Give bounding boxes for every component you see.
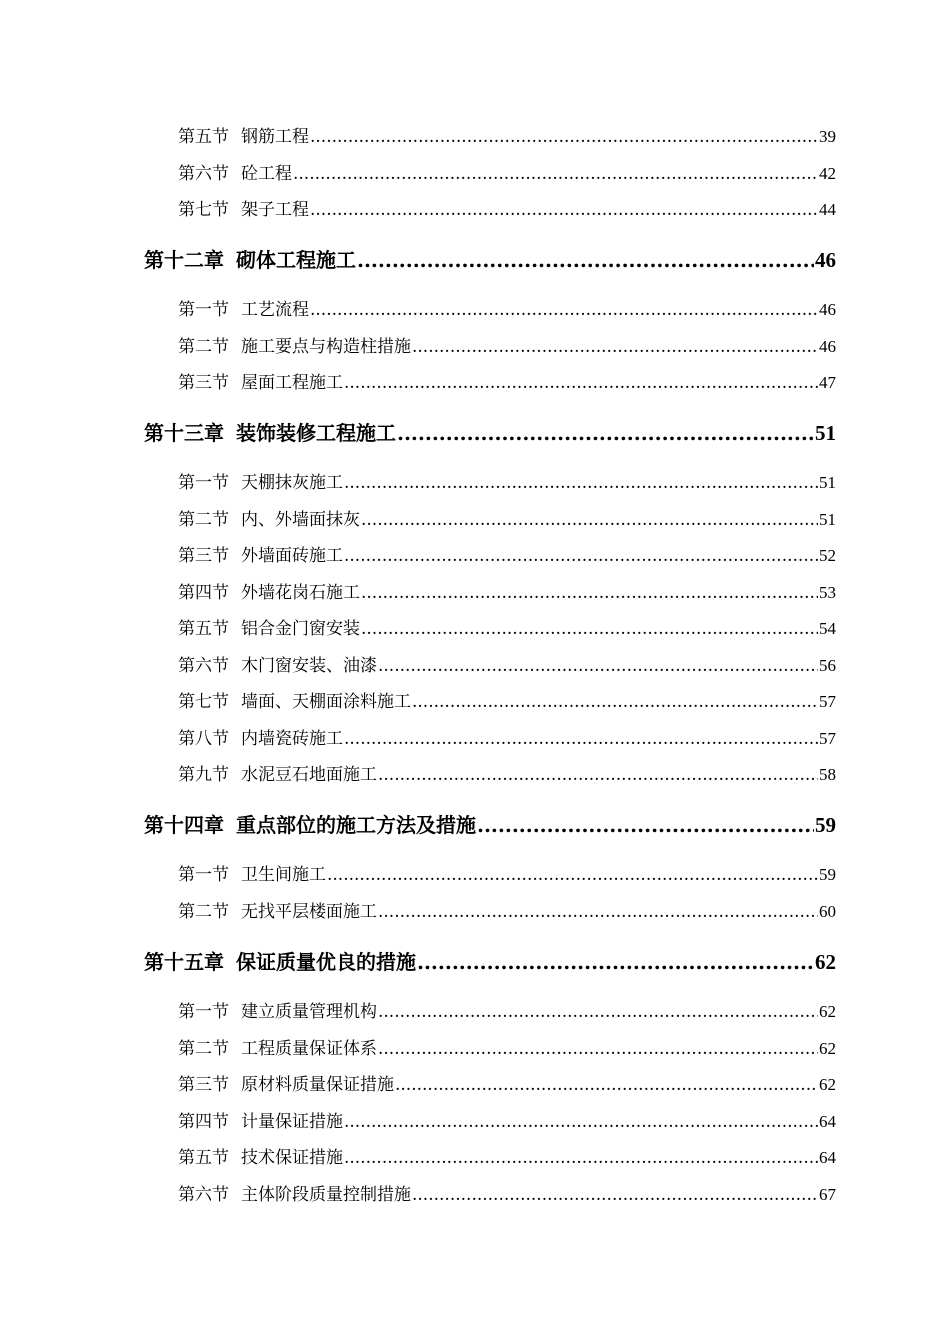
toc-page-number: 64 (819, 1148, 836, 1167)
toc-dot-leader (412, 336, 818, 358)
toc-dot-leader (395, 1074, 818, 1096)
toc-section-title: 卫生间施工 (241, 865, 326, 885)
toc-dot-leader (378, 655, 818, 677)
toc-chapter-title: 砌体工程施工 (236, 248, 356, 272)
toc-dot-leader (378, 1038, 818, 1060)
toc-page-number: 51 (819, 510, 836, 529)
toc-section-label: 第九节 (178, 765, 229, 785)
toc-chapter-entry[interactable] (144, 420, 836, 446)
toc-section-entry[interactable] (178, 582, 836, 604)
toc-section-label: 第二节 (178, 902, 229, 922)
toc-dot-leader (378, 901, 818, 923)
toc-dot-leader (293, 163, 818, 185)
toc-section-entry[interactable] (178, 545, 836, 567)
toc-page-number: 46 (815, 248, 836, 272)
toc-section-label: 第一节 (178, 865, 229, 885)
toc-section-label: 第四节 (178, 1112, 229, 1132)
toc-dot-leader (417, 949, 814, 975)
toc-page-number: 59 (815, 813, 836, 837)
toc-section-entry[interactable] (178, 1111, 836, 1133)
toc-section-title: 技术保证措施 (241, 1148, 343, 1168)
toc-dot-leader (412, 1184, 818, 1206)
toc-section-label: 第六节 (178, 1185, 229, 1205)
toc-section-title: 建立质量管理机构 (241, 1002, 377, 1022)
toc-section-label: 第七节 (178, 200, 229, 220)
toc-section-label: 第一节 (178, 300, 229, 320)
toc-section-entry[interactable] (178, 472, 836, 494)
toc-section-entry[interactable] (178, 336, 836, 358)
toc-chapter-title: 保证质量优良的措施 (236, 950, 416, 974)
toc-section-title: 木门窗安装、油漆 (241, 656, 377, 676)
toc-page-number: 64 (819, 1112, 836, 1131)
toc-section-title: 铝合金门窗安装 (241, 619, 360, 639)
toc-section-label: 第一节 (178, 473, 229, 493)
toc-section-entry[interactable] (178, 691, 836, 713)
toc-page-number: 62 (819, 1039, 836, 1058)
toc-page-number: 51 (815, 421, 836, 445)
toc-section-title: 天棚抹灰施工 (241, 473, 343, 493)
toc-section-entry[interactable] (178, 163, 836, 185)
toc-dot-leader (397, 420, 814, 446)
toc-dot-leader (361, 582, 818, 604)
toc-section-entry[interactable] (178, 199, 836, 221)
toc-section-label: 第二节 (178, 337, 229, 357)
toc-page-number: 46 (819, 337, 836, 356)
toc-dot-leader (378, 1001, 818, 1023)
toc-dot-leader (344, 472, 818, 494)
toc-section-label: 第三节 (178, 1075, 229, 1095)
toc-section-label: 第五节 (178, 1148, 229, 1168)
toc-section-title: 架子工程 (241, 200, 309, 220)
toc-section-title: 外墙花岗石施工 (241, 583, 360, 603)
toc-section-label: 第二节 (178, 510, 229, 530)
toc-section-entry[interactable] (178, 1147, 836, 1169)
toc-chapter-label: 第十五章 (144, 950, 224, 974)
toc-dot-leader (361, 509, 818, 531)
toc-section-title: 外墙面砖施工 (241, 546, 343, 566)
toc-section-label: 第六节 (178, 656, 229, 676)
toc-page-number: 57 (819, 729, 836, 748)
toc-section-entry[interactable] (178, 299, 836, 321)
toc-section-title: 墙面、天棚面涂料施工 (241, 692, 411, 712)
toc-section-title: 内墙瓷砖施工 (241, 729, 343, 749)
toc-section-title: 工艺流程 (241, 300, 309, 320)
toc-dot-leader (344, 1147, 818, 1169)
toc-section-entry[interactable] (178, 509, 836, 531)
toc-chapter-title: 装饰装修工程施工 (236, 421, 396, 445)
toc-section-title: 工程质量保证体系 (241, 1039, 377, 1059)
toc-section-title: 砼工程 (241, 164, 292, 184)
toc-dot-leader (327, 864, 818, 886)
toc-section-label: 第一节 (178, 1002, 229, 1022)
toc-section-title: 内、外墙面抹灰 (241, 510, 360, 530)
toc-section-entry[interactable] (178, 1074, 836, 1096)
toc-section-title: 计量保证措施 (241, 1112, 343, 1132)
toc-section-label: 第七节 (178, 692, 229, 712)
toc-dot-leader (412, 691, 818, 713)
toc-chapter-entry[interactable] (144, 812, 836, 838)
toc-page-number: 67 (819, 1185, 836, 1204)
toc-section-entry[interactable] (178, 372, 836, 394)
toc-chapter-label: 第十四章 (144, 813, 224, 837)
toc-page-number: 44 (819, 200, 836, 219)
toc-section-label: 第八节 (178, 729, 229, 749)
toc-dot-leader (361, 618, 818, 640)
toc-section-title: 主体阶段质量控制措施 (241, 1185, 411, 1205)
toc-page-number: 60 (819, 902, 836, 921)
toc-page-number: 54 (819, 619, 836, 638)
toc-page-number: 42 (819, 164, 836, 183)
toc-dot-leader (357, 247, 814, 273)
toc-page-number: 57 (819, 692, 836, 711)
toc-section-title: 施工要点与构造柱措施 (241, 337, 411, 357)
toc-dot-leader (310, 126, 818, 148)
toc-section-label: 第二节 (178, 1039, 229, 1059)
toc-section-entry[interactable] (178, 764, 836, 786)
toc-section-entry[interactable] (178, 1001, 836, 1023)
toc-chapter-label: 第十二章 (144, 248, 224, 272)
toc-dot-leader (310, 199, 818, 221)
toc-chapter-entry[interactable] (144, 247, 836, 273)
toc-section-entry[interactable] (178, 728, 836, 750)
toc-section-label: 第五节 (178, 619, 229, 639)
toc-section-label: 第三节 (178, 546, 229, 566)
toc-dot-leader (477, 812, 814, 838)
toc-section-entry[interactable] (178, 1184, 836, 1206)
toc-page-number: 62 (819, 1002, 836, 1021)
toc-page-number: 59 (819, 865, 836, 884)
toc-section-title: 无找平层楼面施工 (241, 902, 377, 922)
toc-section-title: 屋面工程施工 (241, 373, 343, 393)
toc-section-label: 第三节 (178, 373, 229, 393)
toc-page-number: 39 (819, 127, 836, 146)
toc-page-number: 62 (815, 950, 836, 974)
toc-section-title: 原材料质量保证措施 (241, 1075, 394, 1095)
toc-dot-leader (344, 545, 818, 567)
toc-page-number: 47 (819, 373, 836, 392)
toc-page-number: 62 (819, 1075, 836, 1094)
toc-section-entry[interactable] (178, 1038, 836, 1060)
toc-section-entry[interactable] (178, 618, 836, 640)
toc-dot-leader (344, 372, 818, 394)
toc-chapter-entry[interactable] (144, 949, 836, 975)
toc-section-entry[interactable] (178, 864, 836, 886)
toc-section-entry[interactable] (178, 126, 836, 148)
toc-page-number: 52 (819, 546, 836, 565)
toc-section-entry[interactable] (178, 655, 836, 677)
toc-section-title: 水泥豆石地面施工 (241, 765, 377, 785)
toc-dot-leader (344, 1111, 818, 1133)
toc-dot-leader (378, 764, 818, 786)
toc-section-label: 第五节 (178, 127, 229, 147)
toc-page-number: 53 (819, 583, 836, 602)
toc-dot-leader (310, 299, 818, 321)
toc-section-label: 第六节 (178, 164, 229, 184)
toc-page-number: 46 (819, 300, 836, 319)
toc-section-label: 第四节 (178, 583, 229, 603)
toc-chapter-title: 重点部位的施工方法及措施 (236, 813, 476, 837)
toc-page-number: 51 (819, 473, 836, 492)
toc-page-number: 58 (819, 765, 836, 784)
toc-page-number: 56 (819, 656, 836, 675)
toc-dot-leader (344, 728, 818, 750)
toc-section-title: 钢筋工程 (241, 127, 309, 147)
toc-section-entry[interactable] (178, 901, 836, 923)
toc-chapter-label: 第十三章 (144, 421, 224, 445)
